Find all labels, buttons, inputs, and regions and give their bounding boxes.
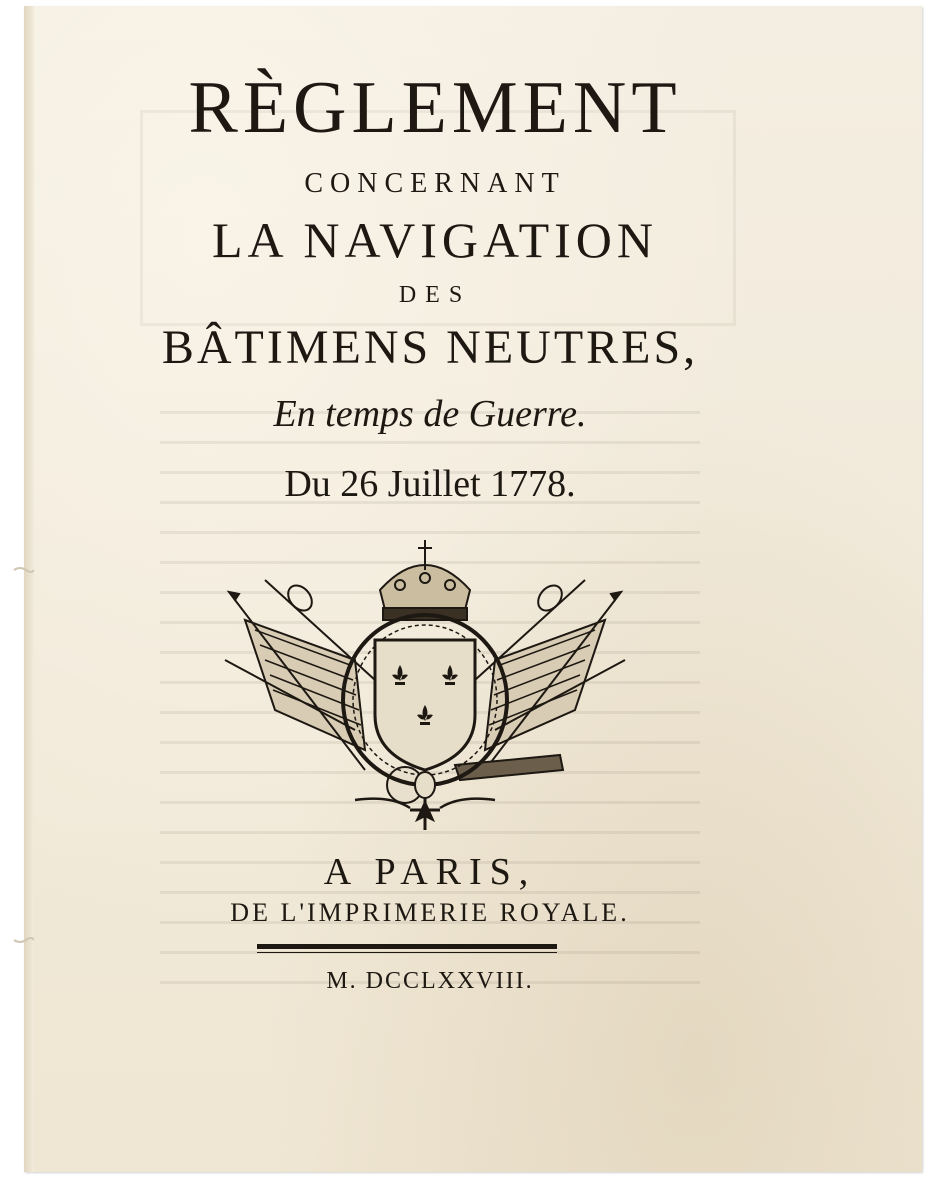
document-title: RÈGLEMENT [188,67,682,149]
year-line: M. DCCLXXVIII. [326,968,534,994]
place-line: A PARIS, [323,851,537,893]
vessels-line: BÂTIMENS NEUTRES, [161,321,699,374]
des-line: DES [398,282,472,308]
printer-line: DE L'IMPRIMERIE ROYALE. [230,898,630,927]
thick-rule [257,944,557,949]
subject-line: LA NAVIGATION [211,212,658,268]
double-rule-divider [257,944,557,954]
wartime-line: En temps de Guerre. [273,393,587,435]
stitch-thread-icon [12,565,34,575]
royal-arms-of-france-icon [215,530,635,840]
date-line: Du 26 Juillet 1778. [284,463,576,505]
concernant-line: CONCERNANT [304,168,566,199]
stitch-thread-icon [12,935,34,945]
thin-rule [257,952,557,953]
